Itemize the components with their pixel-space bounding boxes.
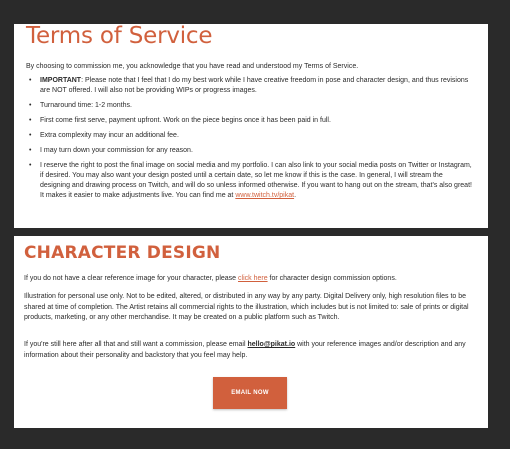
- reference-text-after: for character design commission options.: [267, 275, 397, 282]
- list-item: [26, 76, 472, 96]
- important-label: IMPORTANT: [40, 77, 82, 84]
- list-item-text: First come first serve, payment upfront. Work on the piece begins once it has been paid in full.: [40, 117, 331, 124]
- reference-text: If you do not have a clear reference image for your character, please: [24, 275, 239, 282]
- list-item: [26, 146, 472, 156]
- list-item-text: I may turn down your commission for any reason.: [40, 147, 193, 154]
- tos-intro: By choosing to commission me, you acknowledge that you have read and understood my Terms of Service.: [26, 63, 359, 70]
- list-item-text: Turnaround time: 1-2 months.: [40, 102, 132, 109]
- list-item: [26, 101, 472, 111]
- character-design-title: CHARACTER DESIGN: [24, 243, 221, 263]
- contact-text-after: with your reference images and/or description and any information about their personality and backstory that you feel may help.: [24, 341, 466, 359]
- list-item: [26, 116, 472, 126]
- email-link[interactable]: hello@pikat.io: [247, 341, 296, 348]
- reference-paragraph: [24, 274, 476, 285]
- click-here-link[interactable]: click here: [238, 275, 268, 282]
- list-item-text: : Please note that I feel that I do my best work while I have creative freedom in pose and character design, and thus revisions are NOT offered. I will also not be providing WIPs or progress images.: [40, 77, 469, 94]
- list-item: [26, 161, 472, 201]
- tos-title: Terms of Service: [26, 23, 213, 49]
- twitch-link[interactable]: www.twitch.tv/pikat: [235, 192, 295, 199]
- usage-paragraph: Illustration for personal use only. Not to be edited, altered, or distributed in any way by any party. Digital Delivery only, high resolution files to be shared at time of completion. The Artist retains all commercial rights to the illustration, which includes but is not limited to: sale of prints or digital products, marketing, or any other merchandise. It may be created on a public platform such as Twitch.: [24, 293, 469, 321]
- contact-paragraph: [24, 340, 476, 361]
- terms-of-service-card: [14, 24, 488, 228]
- character-design-card: [14, 236, 488, 428]
- tos-list: [26, 76, 472, 206]
- list-item-tail: .: [294, 192, 297, 199]
- list-item-text: I reserve the right to post the final image on social media and my portfolio. I can also link to your social media posts on Twitter or Instagram, if desired. You may also want your design posted until a certain date, so let me know if this is the case. In general, I will stream the designing and drawing process on Twitch, and will do so unless informed otherwise. If you want to hang out on the stream, that's also great! It makes it easier to make adjustments live. You can find me at: [40, 162, 472, 199]
- contact-text: If you're still here after all that and still want a commission, please email: [24, 341, 248, 348]
- list-item: [26, 131, 472, 141]
- email-now-button[interactable]: EMAIL NOW: [213, 377, 287, 409]
- list-item-text: Extra complexity may incur an additional fee.: [40, 132, 179, 139]
